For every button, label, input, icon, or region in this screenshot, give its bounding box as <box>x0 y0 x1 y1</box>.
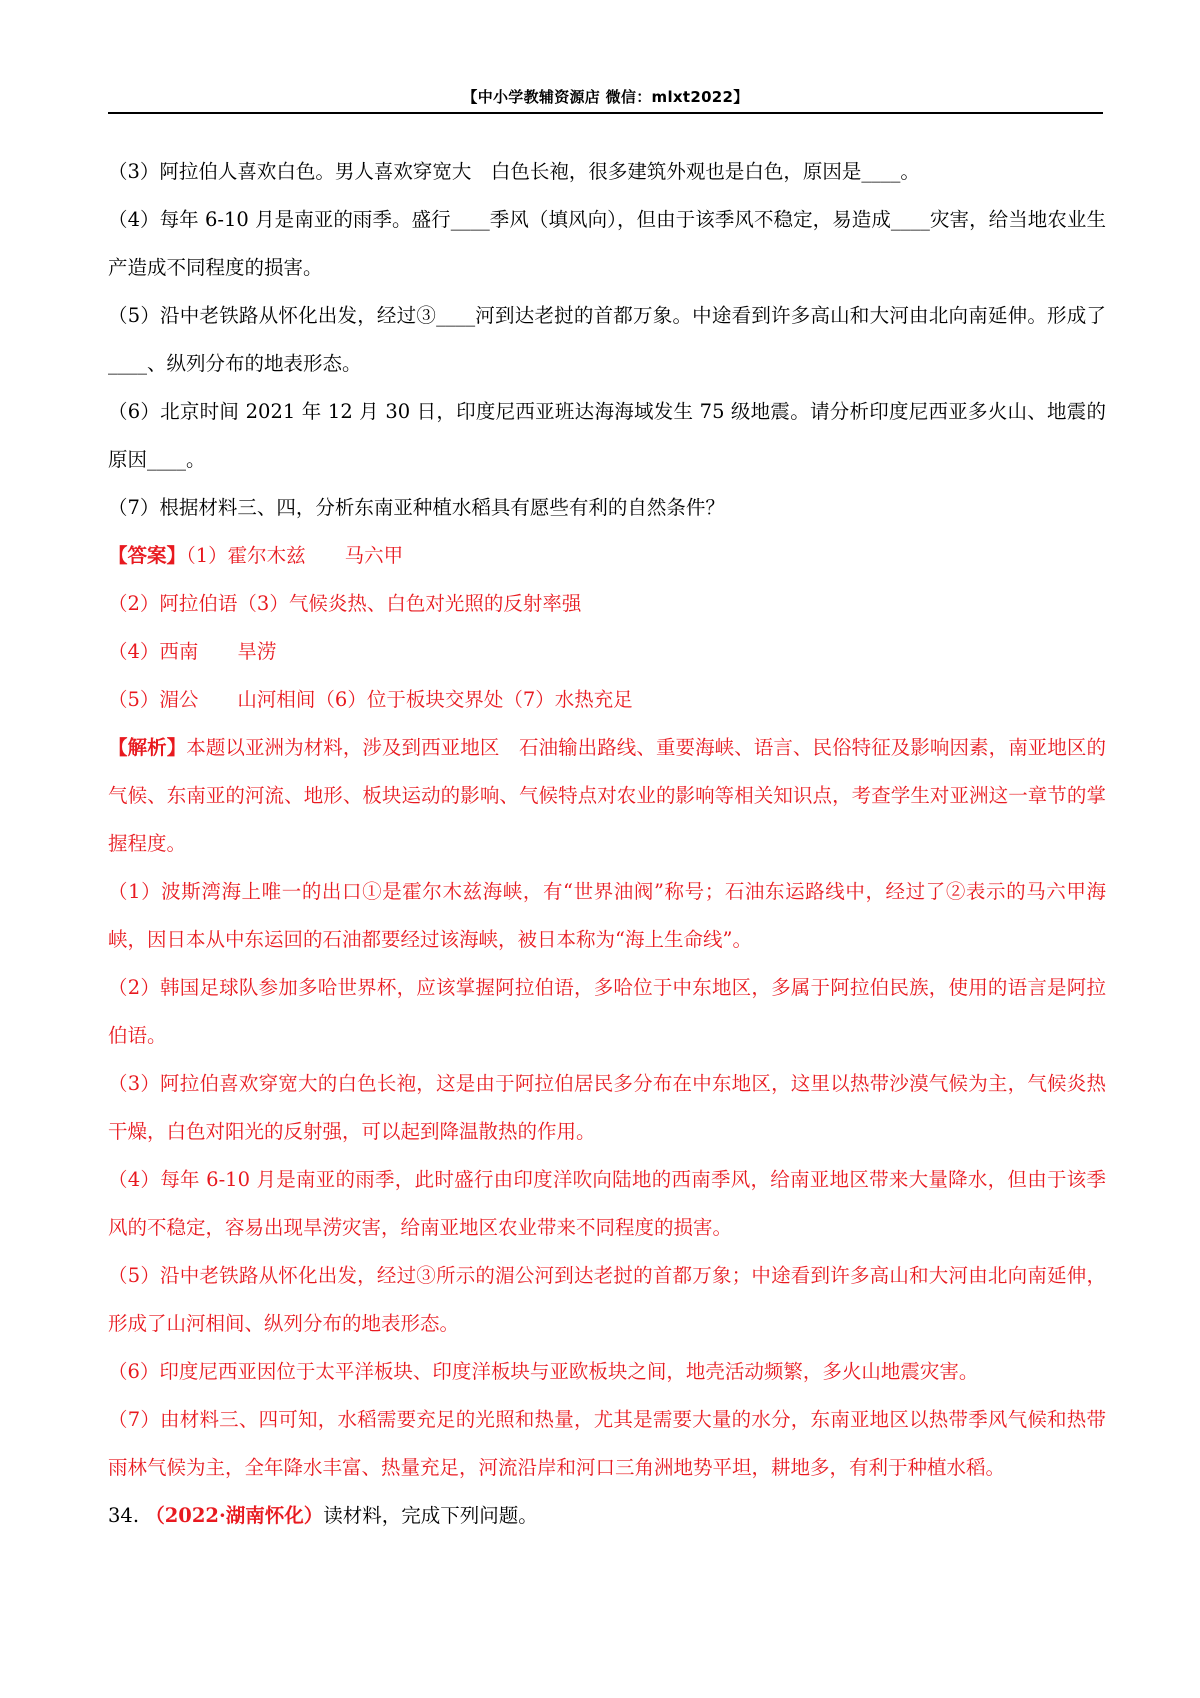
question-34-number: 34. <box>108 1504 140 1527</box>
analysis-paragraph-5: （5）沿中老铁路从怀化出发，经过③所示的湄公河到达老挝的首都万象；中途看到许多高山和大河由北向南延伸，形成了山河相间、纵列分布的地表形态。 <box>108 1264 1106 1335</box>
analysis-intro-text: 本题以亚洲为材料，涉及到西亚地区 石油输出路线、重要海峡、语言、民俗特征及影响因素，南亚地区的气候、东南亚的河流、地形、板块运动的影响、气候特点对农业的影响等相关知识点，考查学生对亚洲这一章节的掌握程度。 <box>108 736 1106 855</box>
header-text: 【中小学教辅资源店 微信：mlxt2022】 <box>462 88 749 106</box>
question-7: （7）根据材料三、四，分析东南亚种植水稻具有愿些有利的自然条件？ <box>108 496 725 519</box>
answer-line-2: （2）阿拉伯语（3）气候炎热、白色对光照的反射率强 <box>108 592 582 615</box>
analysis-tag: 【解析】 <box>108 736 187 759</box>
analysis-paragraph-2: （2）韩国足球队参加多哈世界杯，应该掌握阿拉伯语，多哈位于中东地区，多属于阿拉伯民族，使用的语言是阿拉伯语。 <box>108 976 1106 1047</box>
question-5: （5）沿中老铁路从怀化出发，经过③____河到达老挝的首都万象。中途看到许多高山和大河由北向南延伸。形成了____、纵列分布的地表形态。 <box>108 304 1106 375</box>
analysis-paragraph-4: （4）每年 6-10 月是南亚的雨季，此时盛行由印度洋吹向陆地的西南季风，给南亚地区带来大量降水，但由于该季风的不稳定，容易出现旱涝灾害，给南亚地区农业带来不同程度的损害。 <box>108 1168 1106 1239</box>
question-4: （4）每年 6-10 月是南亚的雨季。盛行____季风（填风向），但由于该季风不稳定，易造成____灾害，给当地农业生产造成不同程度的损害。 <box>108 208 1106 279</box>
analysis-paragraph-1: （1）波斯湾海上唯一的出口①是霍尔木兹海峡，有“世界油阀”称号；石油东运路线中，经过了②表示的马六甲海峡，因日本从中东运回的石油都要经过该海峡，被日本称为“海上生命线”。 <box>108 880 1106 951</box>
answer-line-4: （5）湄公 山河相间（6）位于板块交界处（7）水热充足 <box>108 688 633 711</box>
question-3: （3）阿拉伯人喜欢白色。男人喜欢穿宽大 白色长袍，很多建筑外观也是白色，原因是____。 <box>108 160 920 183</box>
document-body <box>108 148 1106 1540</box>
page-header <box>108 84 1103 114</box>
analysis-paragraph-3: （3）阿拉伯喜欢穿宽大的白色长袍，这是由于阿拉伯居民多分布在中东地区，这里以热带沙漠气候为主，气候炎热干燥，白色对阳光的反射强，可以起到降温散热的作用。 <box>108 1072 1106 1143</box>
answer-1: （1）霍尔木兹 马六甲 <box>186 544 404 567</box>
question-34 <box>108 1492 1106 1540</box>
analysis-intro <box>108 724 1106 868</box>
question-34-text: 读材料，完成下列问题。 <box>323 1504 538 1527</box>
answer-line-1 <box>108 532 1106 580</box>
analysis-paragraph-7: （7）由材料三、四可知，水稻需要充足的光照和热量，尤其是需要大量的水分，东南亚地区以热带季风气候和热带雨林气候为主，全年降水丰富、热量充足，河流沿岸和河口三角洲地势平坦，耕地多，有利于种植水稻。 <box>108 1408 1106 1479</box>
question-34-source: （2022·湖南怀化） <box>145 1504 324 1527</box>
answer-tag: 【答案】 <box>108 544 187 567</box>
analysis-paragraph-6: （6）印度尼西亚因位于太平洋板块、印度洋板块与亚欧板块之间，地壳活动频繁，多火山地震灾害。 <box>108 1360 979 1383</box>
answer-line-3: （4）西南 旱涝 <box>108 640 277 663</box>
question-6: （6）北京时间 2021 年 12 月 30 日，印度尼西亚班达海海域发生 75 级地震。请分析印度尼西亚多火山、地震的原因____。 <box>108 400 1106 471</box>
